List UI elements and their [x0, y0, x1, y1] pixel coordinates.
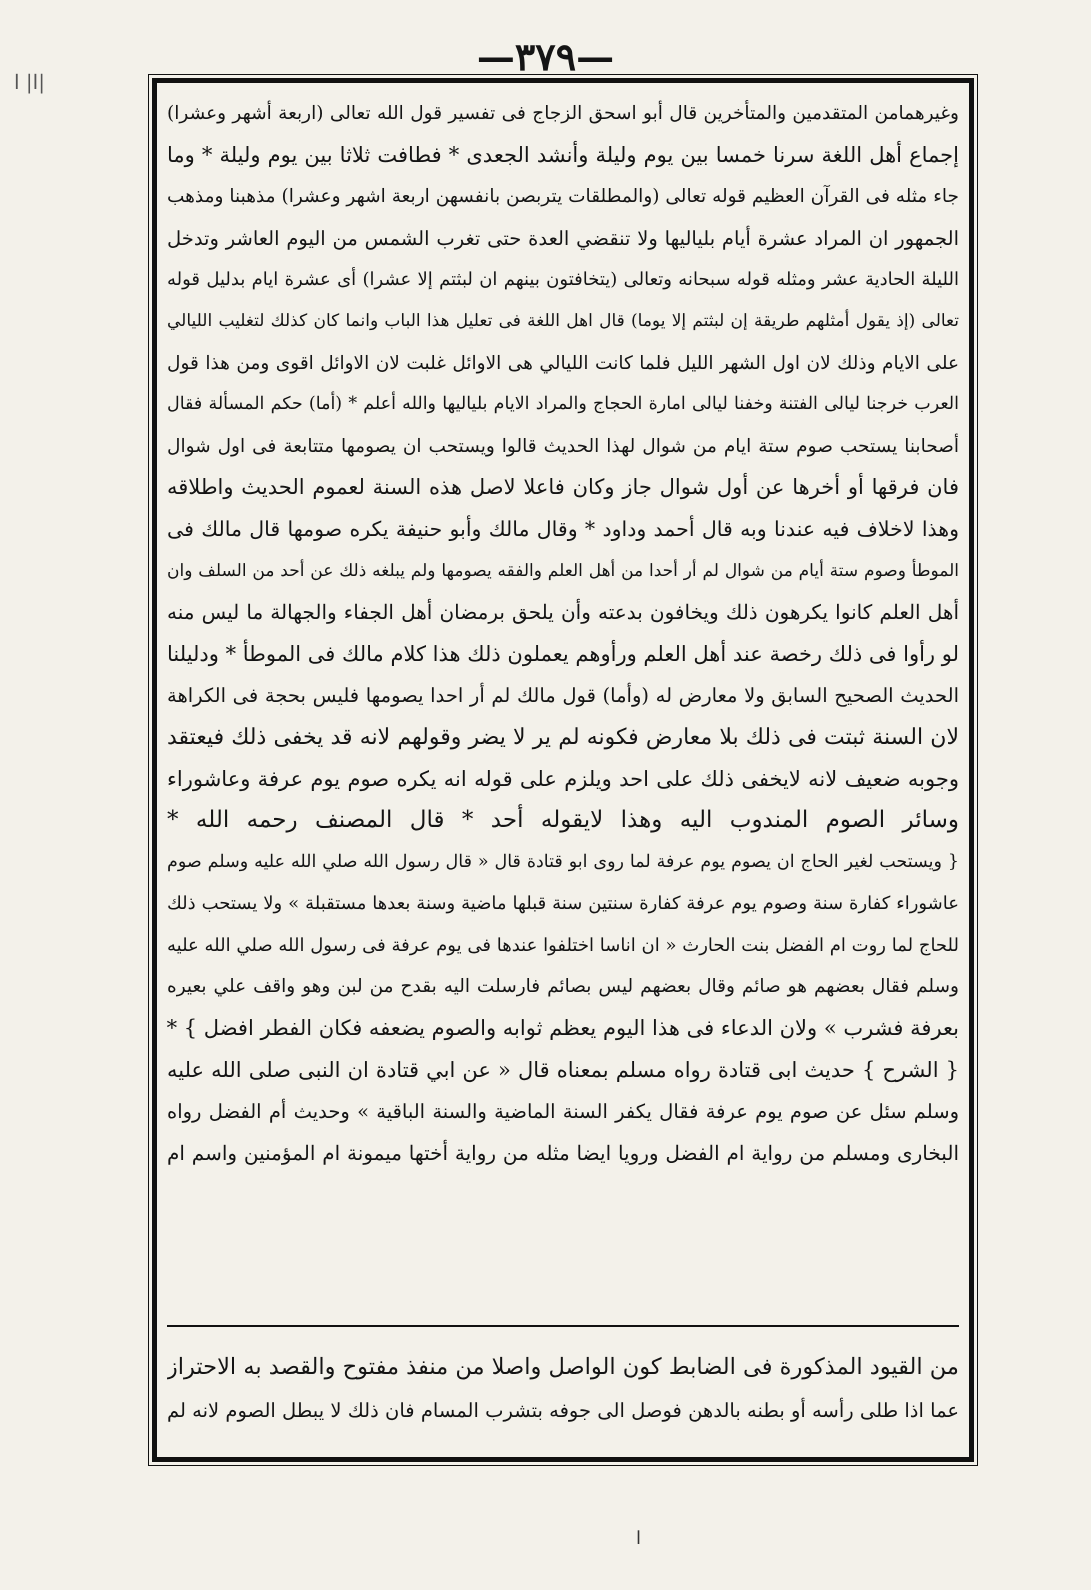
text-line: الجمهور ان المراد عشرة أيام بلياليها ولا تنقضي العدة حتى تغرب الشمس من اليوم العاشر وتدخل — [167, 226, 959, 250]
footnote — [167, 1345, 959, 1433]
text-line: أهل العلم كانوا يكرهون ذلك ويخافون بدعته وأن يلحق برمضان أهل الجفاء والجهالة ما ليس منه — [167, 600, 959, 625]
text-line: تعالى (إذ يقول أمثلهم طريقة إن لبثتم إلا يوما) قال اهل اللغة فى تعليل هذا الباب وانما كان كذلك لتغليب الليالي — [167, 310, 959, 331]
text-line: لو رأوا فى ذلك رخصة عند أهل العلم ورأوهم يعملون ذلك هذا كلام مالك فى الموطأ * ودليلنا — [167, 641, 959, 666]
text-line: وسلم سئل عن صوم يوم عرفة فقال يكفر السنة الماضية والسنة الباقية » وحديث أم الفضل رواه — [167, 1100, 959, 1124]
text-line: وجوبه ضعيف لانه لايخفى ذلك على احد ويلزم على قوله انه يكره صوم يوم عرفة وعاشوراء — [167, 766, 959, 791]
page-number: —٣٧٩— — [476, 34, 615, 79]
text-line: وسلم فقال بعضهم هو صائم وقال بعضهم ليس بصائم فارسلت اليه بقدح من لبن وهو واقف علي بعيره — [167, 976, 959, 998]
main-text — [167, 93, 959, 1174]
text-line: عاشوراء كفارة سنة وصوم يوم عرفة كفارة سنتين سنة قبلها ماضية وسنة بعدها مستقبلة » ولا يستحب ذلك — [167, 893, 959, 915]
bottom-mark: ا — [636, 1528, 642, 1549]
page-frame — [152, 78, 974, 1462]
text-line: { الشرح } حديث ابى قتادة رواه مسلم بمعناه قال « عن ابي قتادة ان النبى صلى الله عليه — [167, 1057, 959, 1082]
footnote-line: من القيود المذكورة فى الضابط كون الواصل واصلا من منفذ مفتوح والقصد به الاحتراز — [167, 1354, 959, 1380]
text-line: بعرفة فشرب » ولان الدعاء فى هذا اليوم يعظم ثوابه والصوم يضعفه فكان الفطر افضل } * — [167, 1016, 959, 1041]
text-line: { ويستحب لغير الحاج ان يصوم يوم عرفة لما روى ابو قتادة قال « قال رسول الله صلي الله عليه وسلم صوم — [167, 851, 959, 872]
text-area — [167, 93, 959, 1447]
footnote-divider — [167, 1325, 959, 1327]
margin-marks: ا| ا| — [14, 70, 45, 94]
text-line: وهذا لاخلاف فيه عندنا وبه قال أحمد وداود * وقال مالك وأبو حنيفة يكره صومها قال مالك فى — [167, 516, 959, 541]
text-line: العرب خرجنا ليالى الفتنة وخفنا ليالى امارة الحجاج والمراد الايام بلياليها والله أعلم * (أما) حكم المسألة فقال — [167, 394, 959, 415]
text-line: الليلة الحادية عشر ومثله قوله سبحانه وتعالى (يتخافتون بينهم ان لبثتم إلا عشرا) أى عشرة ايام بدليل قوله — [167, 269, 959, 291]
text-line: أصحابنا يستحب صوم ستة ايام من شوال لهذا الحديث قالوا ويستحب ان يصومها متتابعة فى اول شوال — [167, 435, 959, 457]
text-line: وغيرهمامن المتقدمين والمتأخرين قال أبو اسحق الزجاج فى تفسير قول الله تعالى (اربعة أشهر وعشرا) — [167, 103, 959, 124]
text-line: إجماع أهل اللغة سرنا خمسا بين يوم وليلة وأنشد الجعدى * فطافت ثلاثا بين يوم وليلة * وما — [167, 142, 959, 167]
text-line: لان السنة ثبتت فى ذلك بلا معارض فكونه لم ير لا يضر وقولهم لانه قد يخفى ذلك فيعتقد — [167, 724, 959, 750]
text-line: البخارى ومسلم من رواية ام الفضل ورويا ايضا مثله من رواية أختها ميمونة ام المؤمنين واسم ام — [167, 1140, 959, 1165]
text-line: للحاج لما روت ام الفضل بنت الحارث « ان اناسا اختلفوا عندها فى يوم عرفة فى رسول الله صلي الله عليه — [167, 934, 959, 956]
text-line: الحديث الصحيح السابق ولا معارض له (وأما) قول مالك لم أر احدا يصومها فليس بحجة فى الكراهة — [167, 684, 959, 708]
text-line: على الايام وذلك لان اول الشهر الليل فلما كانت الليالي هى الاوائل غلبت لان الاوائل اقوى ومن هذا قول — [167, 352, 959, 374]
footnote-line: عما اذا طلى رأسه أو بطنه بالدهن فوصل الى جوفه بتشرب المسام فان ذلك لا يبطل الصوم لانه لم — [167, 1399, 959, 1422]
text-line: وسائر الصوم المندوب اليه وهذا لايقوله أحد * قال المصنف رحمه الله * — [167, 807, 959, 834]
text-line: جاء مثله فى القرآن العظيم قوله تعالى (والمطلقات يتربصن بانفسهن اربعة اشهر وعشرا) مذهبنا ومذهب — [167, 186, 959, 208]
text-line: فان فرقها أو أخرها عن أول شوال جاز وكان فاعلا لاصل هذه السنة لعموم الحديث واطلاقه — [167, 475, 959, 500]
text-line: الموطأ وصوم ستة أيام من شوال لم أر أحدا من أهل العلم والفقه يصومها ولم يبلغه ذلك عن أحد من السلف وان — [167, 560, 959, 581]
